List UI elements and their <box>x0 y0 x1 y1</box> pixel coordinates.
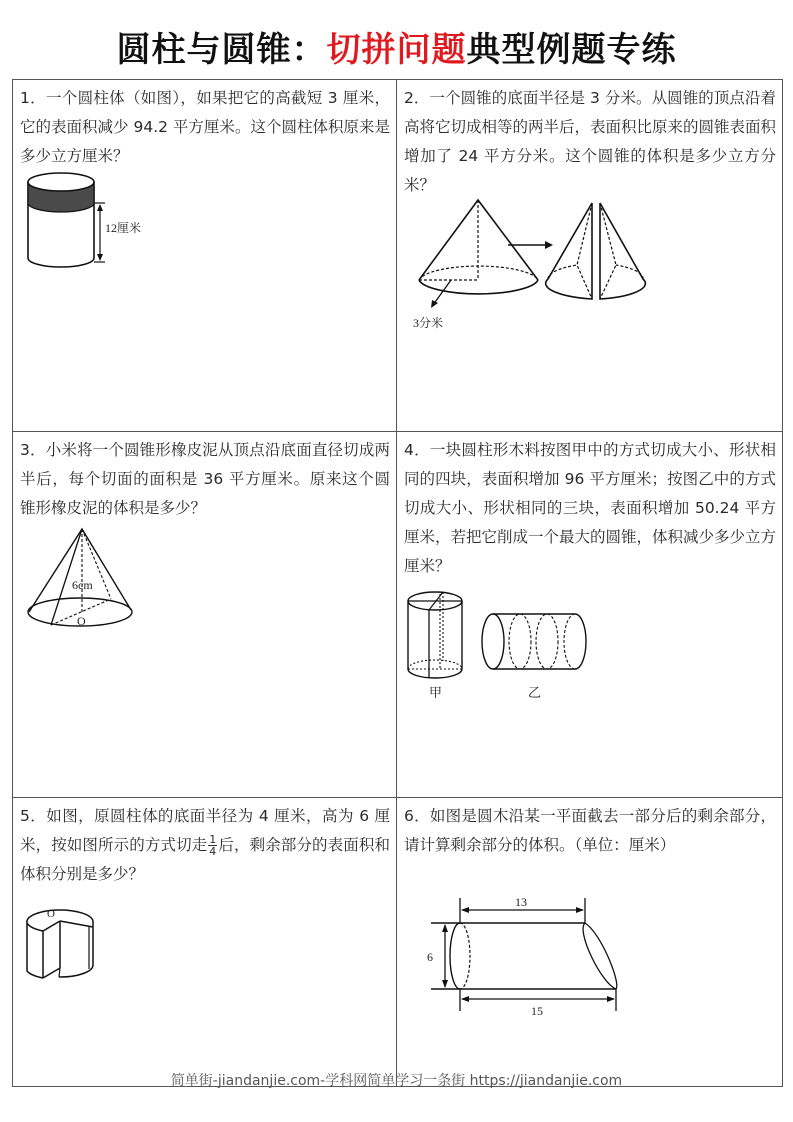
problem-3 <box>13 432 397 798</box>
problem-4 <box>397 432 782 798</box>
problem-1 <box>13 80 397 432</box>
problem-5-text <box>20 802 390 889</box>
problem-4-text <box>404 436 776 581</box>
problem-6 <box>397 798 782 1086</box>
center-label: O <box>77 614 86 628</box>
problem-body: 如图是圆木沿某一平面截去一部分后的剩余部分，请计算剩余部分的体积。（单位：厘米） <box>404 807 776 854</box>
fraction-one-quarter: $\frac{1}{4}$ <box>209 833 217 858</box>
problem-number: 6． <box>404 807 430 825</box>
slanted-log-figure <box>421 893 641 1018</box>
title-prefix: 圆柱与圆锥： <box>116 30 327 70</box>
title-suffix: 典型例题专练 <box>466 30 677 70</box>
quarter-cut-cylinder-figure <box>23 903 113 993</box>
height-label: 6cm <box>72 578 93 592</box>
cylinder-figure <box>23 170 183 280</box>
problem-3-text <box>20 436 390 523</box>
problem-body: 如图，原圆柱体的底面半径为 4 厘米，高为 6 厘米，按如图所示的方式切走 <box>20 807 390 854</box>
diameter-label: 6 <box>427 950 433 964</box>
problem-body-cont: 后，剩余部分的表面积和体积分别是多少？ <box>20 836 390 883</box>
bottom-length-label: 15 <box>531 1004 543 1018</box>
cone-figure <box>27 527 137 637</box>
label-yi: 乙 <box>528 685 542 700</box>
problem-number: 5． <box>20 807 47 825</box>
problem-number: 3． <box>20 441 46 459</box>
problem-body: 一块圆柱形木料按图甲中的方式切成大小、形状相同的四块，表面积增加 96 平方厘米；按图乙中的方式切成大小、形状相同的三块，表面积增加 50.24 平方厘米，若把它削成一个最大的圆锥，体积减少多少立方厘米？ <box>404 441 777 575</box>
problem-body: 小米将一个圆锥形橡皮泥从顶点沿底面直径切成两半后，每个切面的面积是 36 平方厘米。原来这个圆锥形橡皮泥的体积是多少？ <box>20 441 390 517</box>
problem-number: 4． <box>404 441 430 459</box>
cone-split-figure <box>411 195 731 345</box>
radius-label: 3分米 <box>413 316 444 330</box>
problem-5 <box>13 798 397 1086</box>
center-label: O <box>47 908 55 920</box>
problem-number: 1． <box>20 89 46 107</box>
two-cylinders-figure <box>407 587 607 707</box>
top-length-label: 13 <box>515 895 527 909</box>
problem-2-text <box>404 84 776 200</box>
problem-body: 一个圆柱体（如图），如果把它的高截短 3 厘米，它的表面积减少 94.2 平方厘米。这个圆柱体积原来是多少立方厘米？ <box>20 89 390 165</box>
problem-1-text <box>20 84 390 171</box>
title-highlight: 切拼问题 <box>326 30 467 70</box>
label-jia: 甲 <box>429 685 443 700</box>
problem-number: 2． <box>404 89 430 107</box>
problem-grid <box>12 79 783 1087</box>
height-label: 12厘米 <box>105 221 142 235</box>
problem-6-text <box>404 802 776 860</box>
problem-2 <box>397 80 782 432</box>
problem-body: 一个圆锥的底面半径是 3 分米。从圆锥的顶点沿着高将它切成相等的两半后，表面积比原来的圆锥表面积增加了 24 平方分米。这个圆锥的体积是多少立方分米？ <box>404 89 777 194</box>
footer-watermark: 简单街-jiandanjie.com-学科网简单学习一条街 https://jiandanjie.com <box>170 1073 623 1089</box>
page-title <box>0 22 793 72</box>
